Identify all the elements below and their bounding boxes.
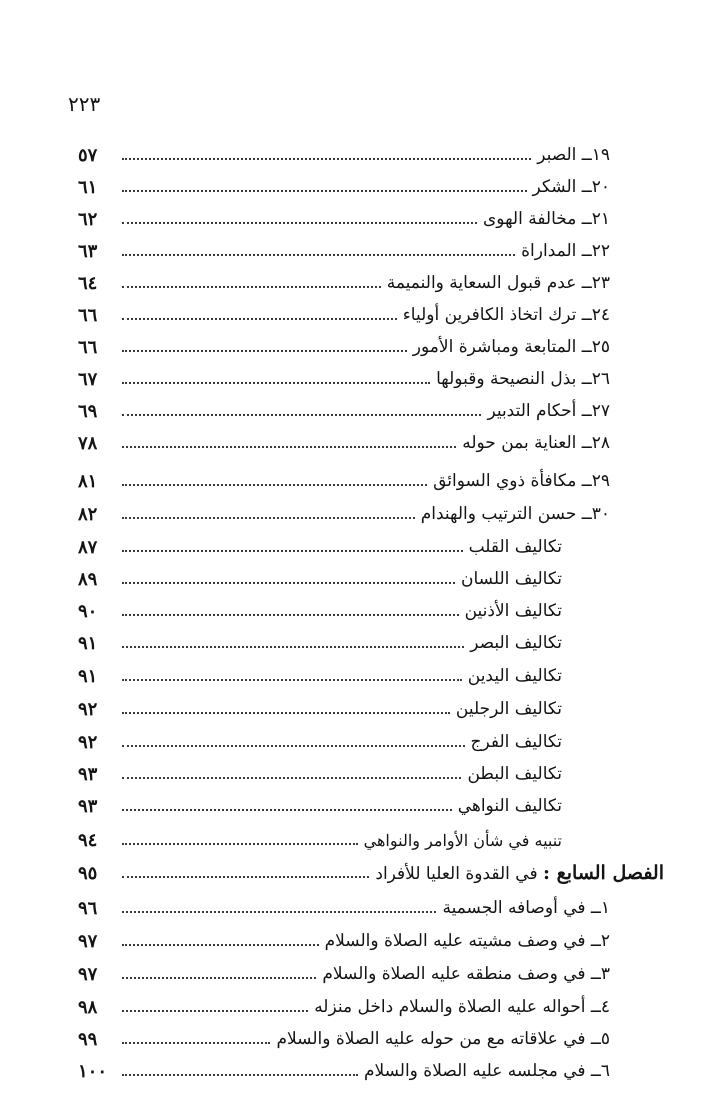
- dot-leader: [122, 222, 477, 224]
- entry-page: ٦٦: [78, 304, 98, 326]
- entry-title: تكاليف القلب: [468, 537, 562, 557]
- entry-title: ٦ــ في مجلسه عليه الصلاة والسلام: [363, 1061, 610, 1081]
- dot-leader: [122, 646, 464, 648]
- entry-page: ٩٢: [78, 731, 98, 753]
- toc-entry: [78, 332, 610, 362]
- dot-leader: [122, 414, 481, 416]
- dot-leader: [122, 190, 527, 192]
- entry-page: ٨٩: [78, 568, 98, 590]
- dot-leader: [122, 944, 319, 946]
- toc-entry: [78, 628, 610, 658]
- dot-leader: [122, 1042, 270, 1044]
- entry-page: ٩٥: [78, 862, 98, 884]
- entry-title: ٣ــ في وصف منطقه عليه الصلاة والسلام: [322, 964, 610, 984]
- toc-entry: [78, 959, 610, 989]
- entry-title: ٢٩ــ مكافأة ذوي السوائق: [433, 471, 610, 491]
- toc-entry: [78, 396, 610, 426]
- entry-title: تنبيه في شأن الأوامر والنواهي: [363, 830, 562, 850]
- entry-page: ٥٧: [78, 144, 98, 166]
- dot-leader: [122, 517, 415, 519]
- entry-title: ١٩ــ الصبر: [537, 145, 610, 165]
- toc-entry: [78, 140, 610, 170]
- entry-title: ٢٥ــ المتابعة ومباشرة الأمور: [412, 337, 610, 357]
- entry-title: تكاليف الفرج: [470, 732, 562, 752]
- entry-title: ٢٦ــ بذل النصيحة وقبولها: [436, 369, 610, 389]
- toc-entry: [78, 466, 610, 496]
- dot-leader: [122, 843, 358, 845]
- toc-entry: [78, 428, 610, 458]
- dot-leader: [122, 254, 515, 256]
- dot-leader: [122, 712, 450, 714]
- dot-leader: [122, 809, 452, 811]
- entry-page: ٩٧: [78, 930, 98, 952]
- toc-entry: [78, 694, 610, 724]
- entry-page: ٦٤: [78, 272, 98, 294]
- entry-title: تكاليف البصر: [470, 633, 562, 653]
- entry-page: ٦٣: [78, 240, 98, 262]
- dot-leader: [122, 446, 456, 448]
- entry-title: تكاليف الأذنين: [464, 601, 562, 621]
- toc-entry: [78, 926, 610, 956]
- entry-title: ٢ــ في وصف مشيته عليه الصلاة والسلام: [324, 931, 610, 951]
- toc-entry: [78, 564, 610, 594]
- toc-entry: [78, 1024, 610, 1054]
- entry-title: ٢٠ــ الشكر: [532, 177, 610, 197]
- dot-leader: [122, 350, 407, 352]
- entry-page: ٩٤: [78, 829, 98, 851]
- dot-leader: [122, 582, 455, 584]
- toc-chapter-entry: [78, 858, 664, 888]
- entry-page: ١٠٠: [78, 1060, 108, 1082]
- entry-page: ٨٢: [78, 503, 98, 525]
- toc-entry: [78, 596, 610, 626]
- toc-entry: [78, 791, 610, 821]
- toc-entry: [78, 172, 610, 202]
- entry-page: ٨٧: [78, 536, 98, 558]
- entry-page: ٦٦: [78, 336, 98, 358]
- dot-leader: [122, 745, 465, 747]
- dot-leader: [122, 679, 462, 681]
- entry-page: ٩٨: [78, 996, 98, 1018]
- entry-page: ٦٧: [78, 368, 98, 390]
- entry-title: ٣٠ــ حسن الترتيب والهندام: [420, 504, 610, 524]
- entry-page: ٩٣: [78, 795, 98, 817]
- dot-leader: [122, 1010, 308, 1012]
- toc-entry: [78, 1056, 610, 1086]
- entry-title: ٢٣ــ عدم قبول السعاية والنميمة: [386, 273, 610, 293]
- chapter-title: [369, 862, 664, 884]
- toc-entry: [78, 992, 610, 1022]
- toc-entry: [78, 364, 610, 394]
- entry-title: ٢١ــ مخالفة الهوى: [482, 209, 610, 229]
- toc-entry: [78, 499, 610, 529]
- entry-page: ٦٩: [78, 400, 98, 422]
- toc-entry: [78, 893, 610, 923]
- dot-leader: [122, 158, 531, 160]
- dot-leader: [122, 1074, 358, 1076]
- dot-leader: [122, 614, 459, 616]
- dot-leader: [122, 286, 381, 288]
- entry-page: ٩٧: [78, 963, 98, 985]
- entry-title: ٢٤ــ ترك اتخاذ الكافرين أولياء: [402, 305, 610, 325]
- toc-entry: [78, 759, 610, 789]
- toc-entry: [78, 532, 610, 562]
- toc-entry: [78, 661, 610, 691]
- entry-page: ٨١: [78, 470, 98, 492]
- dot-leader: [122, 382, 430, 384]
- toc-entry: [78, 236, 610, 266]
- entry-page: ٦١: [78, 176, 98, 198]
- dot-leader: [122, 550, 463, 552]
- toc-entry: [78, 300, 610, 330]
- chapter-subject: في القدوة العليا للأفراد: [375, 864, 538, 884]
- toc-entry: [78, 825, 610, 855]
- entry-page: ٩٦: [78, 897, 98, 919]
- entry-title: ٥ــ في علاقاته مع من حوله عليه الصلاة والسلام: [276, 1029, 610, 1049]
- entry-title: تكاليف البطن: [467, 764, 562, 784]
- entry-title: تكاليف الرجلين: [455, 699, 562, 719]
- entry-title: ٢٨ــ العناية بمن حوله: [462, 433, 610, 453]
- dot-leader: [122, 484, 427, 486]
- entry-page: ٩٠: [78, 600, 98, 622]
- entry-page: ٩١: [78, 632, 98, 654]
- entry-title: ٤ــ أحواله عليه الصلاة والسلام داخل منزله: [314, 997, 610, 1017]
- dot-leader: [122, 911, 436, 913]
- dot-leader: [122, 318, 397, 320]
- toc-entry: [78, 268, 610, 298]
- entry-page: ٩٩: [78, 1028, 98, 1050]
- entry-title: تكاليف اللسان: [461, 569, 562, 589]
- entry-title: ١ــ في أوصافه الجسمية: [442, 898, 610, 918]
- entry-title: تكاليف اليدين: [467, 666, 562, 686]
- page-number: ٢٢٣: [68, 92, 101, 116]
- entry-page: ٦٢: [78, 208, 98, 230]
- entry-title: ٢٧ــ أحكام التدبير: [487, 401, 610, 421]
- entry-title: ٢٢ــ المداراة: [521, 241, 610, 261]
- entry-page: ٩٣: [78, 763, 98, 785]
- entry-title: تكاليف النواهي: [457, 796, 562, 816]
- toc-entry: [78, 727, 610, 757]
- entry-page: ٩١: [78, 665, 98, 687]
- dot-leader: [122, 876, 369, 878]
- entry-page: ٧٨: [78, 432, 98, 454]
- toc-entry: [78, 204, 610, 234]
- entry-page: ٩٢: [78, 698, 98, 720]
- dot-leader: [122, 777, 461, 779]
- dot-leader: [122, 977, 316, 979]
- chapter-heading: الفصل السابع :: [543, 862, 664, 884]
